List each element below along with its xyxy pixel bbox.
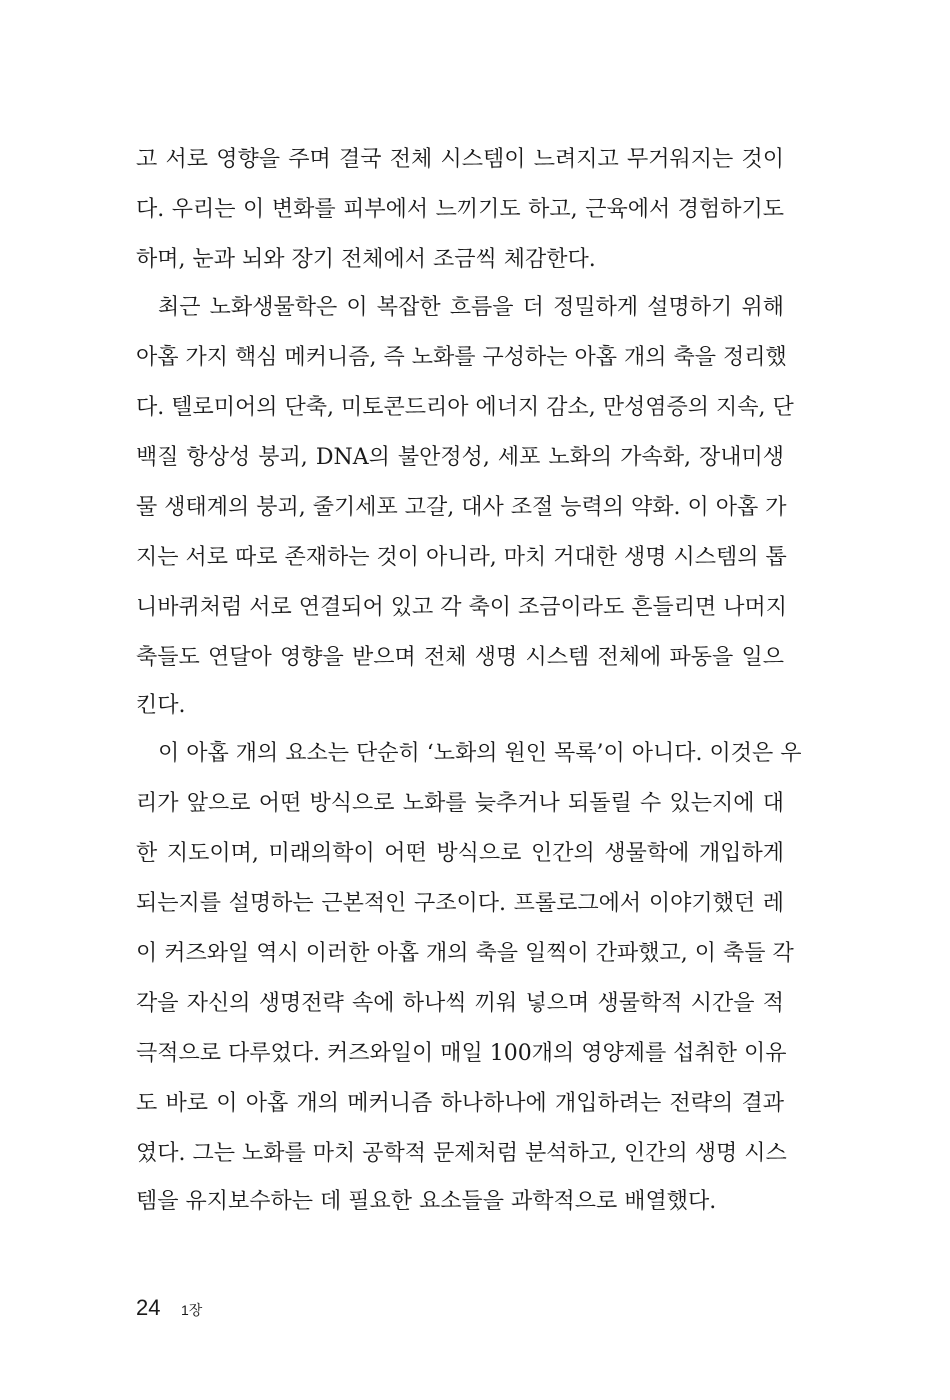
paragraph-line: 되는지를 설명하는 근본적인 구조이다. 프롤로그에서 이야기했던 레: [136, 891, 784, 916]
paragraph-line: 고 서로 영향을 주며 결국 전체 시스템이 느려지고 무거워지는 것이: [136, 147, 784, 172]
paragraph-line: 아홉 가지 핵심 메커니즘, 즉 노화를 구성하는 아홉 개의 축을 정리했: [136, 345, 787, 370]
paragraph-line: 킨다.: [136, 693, 186, 718]
paragraph-line: 물 생태계의 붕괴, 줄기세포 고갈, 대사 조절 능력의 약화. 이 아홉 가: [136, 495, 787, 520]
page-number: 24: [136, 1295, 161, 1320]
paragraph-line: 이 아홉 개의 요소는 단순히 ‘노화의 원인 목록’이 아니다. 이것은 우: [158, 741, 802, 766]
paragraph-line: 축들도 연달아 영향을 받으며 전체 생명 시스템 전체에 파동을 일으: [136, 645, 784, 670]
paragraph-line: 하며, 눈과 뇌와 장기 전체에서 조금씩 체감한다.: [136, 247, 596, 272]
paragraph-line: 였다. 그는 노화를 마치 공학적 문제처럼 분석하고, 인간의 생명 시스: [136, 1141, 787, 1166]
paragraph-line: 다. 텔로미어의 단축, 미토콘드리아 에너지 감소, 만성염증의 지속, 단: [136, 395, 794, 420]
paragraph-line: 각을 자신의 생명전략 속에 하나씩 끼워 넣으며 생물학적 시간을 적: [136, 991, 784, 1016]
paragraph-line: 이 커즈와일 역시 이러한 아홉 개의 축을 일찍이 간파했고, 이 축들 각: [136, 941, 794, 966]
paragraph-line: 한 지도이며, 미래의학이 어떤 방식으로 인간의 생물학에 개입하게: [136, 841, 784, 866]
paragraph-line: 도 바로 이 아홉 개의 메커니즘 하나하나에 개입하려는 전략의 결과: [136, 1091, 784, 1116]
paragraph-line: 최근 노화생물학은 이 복잡한 흐름을 더 정밀하게 설명하기 위해: [158, 295, 784, 320]
page-footer: [136, 1293, 202, 1323]
paragraph-line: 니바퀴처럼 서로 연결되어 있고 각 축이 조금이라도 흔들리면 나머지: [136, 595, 788, 620]
paragraph-line: 템을 유지보수하는 데 필요한 요소들을 과학적으로 배열했다.: [136, 1189, 717, 1214]
paragraph-line: 다. 우리는 이 변화를 피부에서 느끼기도 하고, 근육에서 경험하기도: [136, 197, 784, 222]
paragraph-line: 백질 항상성 붕괴, DNA의 불안정성, 세포 노화의 가속화, 장내미생: [136, 445, 784, 470]
paragraph-line: 리가 앞으로 어떤 방식으로 노화를 늦추거나 되돌릴 수 있는지에 대: [136, 791, 784, 816]
paragraph-line: 지는 서로 따로 존재하는 것이 아니라, 마치 거대한 생명 시스템의 톱: [136, 545, 787, 570]
chapter-label: 1장: [180, 1302, 203, 1318]
paragraph-line: 극적으로 다루었다. 커즈와일이 매일 100개의 영양제를 섭취한 이유: [136, 1041, 787, 1066]
